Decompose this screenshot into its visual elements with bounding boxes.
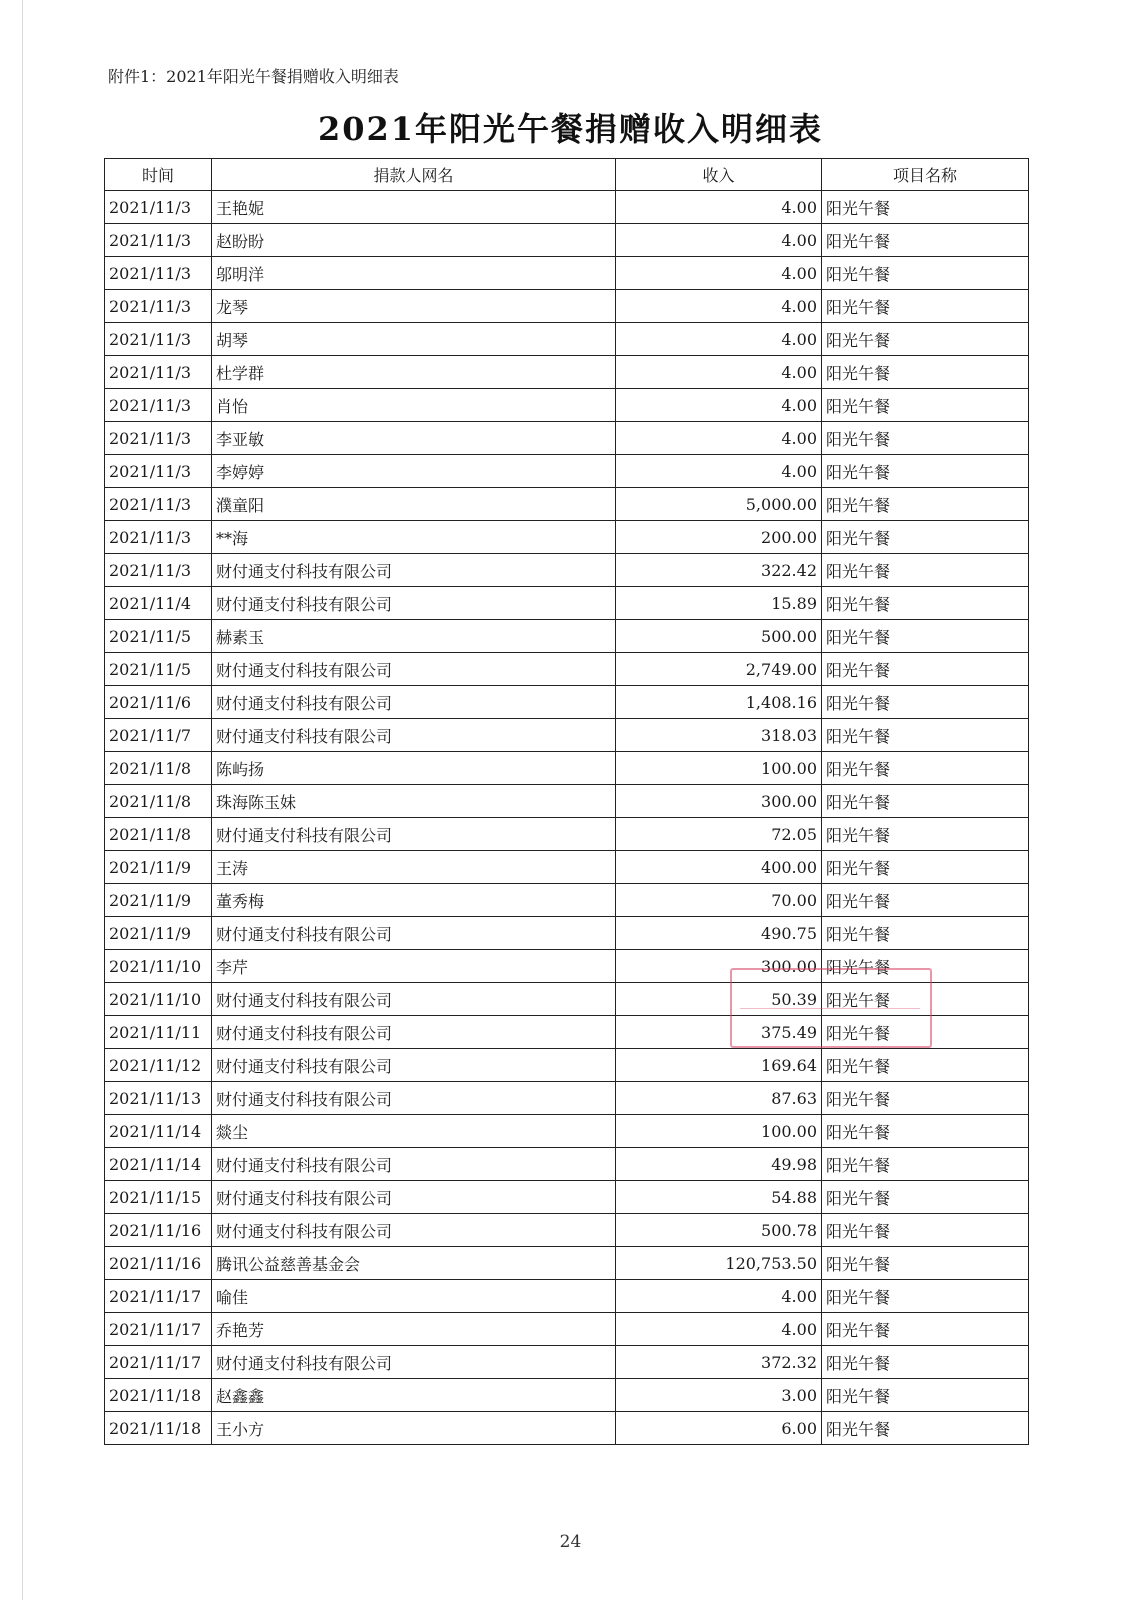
cell-amount: 54.88 [616, 1181, 822, 1214]
cell-project: 阳光午餐 [822, 1313, 1029, 1346]
cell-donor: 李亚敏 [212, 422, 616, 455]
table-row [105, 1346, 1029, 1379]
cell-project: 阳光午餐 [822, 719, 1029, 752]
cell-project: 阳光午餐 [822, 1148, 1029, 1181]
cell-project: 阳光午餐 [822, 620, 1029, 653]
cell-donor: 王涛 [212, 851, 616, 884]
column-header-donor: 捐款人网名 [212, 159, 616, 191]
cell-donor: 王艳妮 [212, 191, 616, 224]
column-header-project: 项目名称 [822, 159, 1029, 191]
cell-project: 阳光午餐 [822, 488, 1029, 521]
cell-date: 2021/11/17 [105, 1313, 212, 1346]
cell-donor: 赵盼盼 [212, 224, 616, 257]
cell-amount: 500.78 [616, 1214, 822, 1247]
table-row [105, 389, 1029, 422]
table-row [105, 191, 1029, 224]
cell-date: 2021/11/3 [105, 191, 212, 224]
table-row [105, 1280, 1029, 1313]
cell-amount: 2,749.00 [616, 653, 822, 686]
cell-date: 2021/11/3 [105, 257, 212, 290]
cell-amount: 318.03 [616, 719, 822, 752]
cell-donor: 董秀梅 [212, 884, 616, 917]
cell-date: 2021/11/8 [105, 818, 212, 851]
table-row [105, 455, 1029, 488]
cell-donor: 濮童阳 [212, 488, 616, 521]
table-row [105, 1049, 1029, 1082]
cell-date: 2021/11/3 [105, 224, 212, 257]
cell-project: 阳光午餐 [822, 191, 1029, 224]
cell-donor: 财付通支付科技有限公司 [212, 554, 616, 587]
table-header-row [105, 159, 1029, 191]
cell-amount: 4.00 [616, 1313, 822, 1346]
cell-donor: **海 [212, 521, 616, 554]
cell-project: 阳光午餐 [822, 1082, 1029, 1115]
cell-donor: 财付通支付科技有限公司 [212, 1214, 616, 1247]
table-row [105, 719, 1029, 752]
cell-donor: 财付通支付科技有限公司 [212, 1082, 616, 1115]
table-row [105, 1181, 1029, 1214]
cell-date: 2021/11/3 [105, 389, 212, 422]
table-row [105, 290, 1029, 323]
cell-project: 阳光午餐 [822, 1412, 1029, 1445]
cell-project: 阳光午餐 [822, 653, 1029, 686]
cell-amount: 300.00 [616, 785, 822, 818]
donation-table [104, 158, 1029, 1445]
cell-date: 2021/11/9 [105, 917, 212, 950]
cell-donor: 赫素玉 [212, 620, 616, 653]
cell-amount: 200.00 [616, 521, 822, 554]
cell-date: 2021/11/14 [105, 1148, 212, 1181]
cell-project: 阳光午餐 [822, 554, 1029, 587]
table-row [105, 323, 1029, 356]
cell-donor: 珠海陈玉妹 [212, 785, 616, 818]
cell-amount: 500.00 [616, 620, 822, 653]
cell-amount: 15.89 [616, 587, 822, 620]
cell-donor: 财付通支付科技有限公司 [212, 1181, 616, 1214]
cell-donor: 腾讯公益慈善基金会 [212, 1247, 616, 1280]
cell-date: 2021/11/16 [105, 1247, 212, 1280]
cell-donor: 肖怡 [212, 389, 616, 422]
cell-date: 2021/11/8 [105, 752, 212, 785]
cell-amount: 4.00 [616, 389, 822, 422]
table-row [105, 1016, 1029, 1049]
cell-amount: 70.00 [616, 884, 822, 917]
cell-amount: 4.00 [616, 224, 822, 257]
cell-date: 2021/11/4 [105, 587, 212, 620]
page-edge-line [22, 0, 23, 1600]
table-row [105, 1214, 1029, 1247]
cell-project: 阳光午餐 [822, 818, 1029, 851]
cell-amount: 5,000.00 [616, 488, 822, 521]
table-row [105, 1148, 1029, 1181]
table-body [105, 191, 1029, 1445]
table-row [105, 521, 1029, 554]
cell-date: 2021/11/17 [105, 1346, 212, 1379]
cell-donor: 财付通支付科技有限公司 [212, 1049, 616, 1082]
table-row [105, 950, 1029, 983]
table-row [105, 587, 1029, 620]
cell-project: 阳光午餐 [822, 785, 1029, 818]
cell-date: 2021/11/18 [105, 1379, 212, 1412]
cell-date: 2021/11/3 [105, 554, 212, 587]
cell-project: 阳光午餐 [822, 587, 1029, 620]
table-row [105, 1313, 1029, 1346]
cell-project: 阳光午餐 [822, 1016, 1029, 1049]
cell-project: 阳光午餐 [822, 356, 1029, 389]
page-title: 2021年阳光午餐捐赠收入明细表 [317, 110, 824, 148]
cell-donor: 王小方 [212, 1412, 616, 1445]
cell-donor: 乔艳芳 [212, 1313, 616, 1346]
cell-date: 2021/11/9 [105, 884, 212, 917]
table-row [105, 488, 1029, 521]
cell-date: 2021/11/9 [105, 851, 212, 884]
cell-project: 阳光午餐 [822, 224, 1029, 257]
table-row [105, 422, 1029, 455]
cell-date: 2021/11/3 [105, 323, 212, 356]
cell-donor: 李婷婷 [212, 455, 616, 488]
cell-project: 阳光午餐 [822, 752, 1029, 785]
cell-project: 阳光午餐 [822, 257, 1029, 290]
cell-project: 阳光午餐 [822, 1181, 1029, 1214]
cell-date: 2021/11/3 [105, 455, 212, 488]
cell-date: 2021/11/5 [105, 653, 212, 686]
cell-date: 2021/11/13 [105, 1082, 212, 1115]
cell-date: 2021/11/10 [105, 983, 212, 1016]
cell-date: 2021/11/16 [105, 1214, 212, 1247]
cell-amount: 300.00 [616, 950, 822, 983]
cell-amount: 100.00 [616, 1115, 822, 1148]
table-row [105, 686, 1029, 719]
cell-amount: 4.00 [616, 257, 822, 290]
cell-project: 阳光午餐 [822, 1115, 1029, 1148]
cell-donor: 燚尘 [212, 1115, 616, 1148]
cell-donor: 李芹 [212, 950, 616, 983]
cell-project: 阳光午餐 [822, 1247, 1029, 1280]
cell-date: 2021/11/7 [105, 719, 212, 752]
cell-amount: 1,408.16 [616, 686, 822, 719]
cell-project: 阳光午餐 [822, 1049, 1029, 1082]
cell-amount: 169.64 [616, 1049, 822, 1082]
cell-amount: 4.00 [616, 455, 822, 488]
cell-date: 2021/11/3 [105, 521, 212, 554]
cell-date: 2021/11/8 [105, 785, 212, 818]
table-row [105, 1412, 1029, 1445]
table-row [105, 884, 1029, 917]
cell-amount: 4.00 [616, 1280, 822, 1313]
cell-project: 阳光午餐 [822, 851, 1029, 884]
table-row [105, 1082, 1029, 1115]
cell-donor: 赵鑫鑫 [212, 1379, 616, 1412]
cell-project: 阳光午餐 [822, 1214, 1029, 1247]
cell-amount: 3.00 [616, 1379, 822, 1412]
cell-project: 阳光午餐 [822, 323, 1029, 356]
cell-date: 2021/11/5 [105, 620, 212, 653]
column-header-amount: 收入 [616, 159, 822, 191]
cell-project: 阳光午餐 [822, 1346, 1029, 1379]
cell-date: 2021/11/3 [105, 422, 212, 455]
cell-project: 阳光午餐 [822, 1379, 1029, 1412]
cell-donor: 财付通支付科技有限公司 [212, 818, 616, 851]
cell-date: 2021/11/6 [105, 686, 212, 719]
cell-donor: 财付通支付科技有限公司 [212, 587, 616, 620]
page-number: 24 [559, 1532, 582, 1552]
cell-date: 2021/11/17 [105, 1280, 212, 1313]
table-row [105, 554, 1029, 587]
cell-donor: 胡琴 [212, 323, 616, 356]
cell-date: 2021/11/14 [105, 1115, 212, 1148]
cell-project: 阳光午餐 [822, 686, 1029, 719]
cell-amount: 490.75 [616, 917, 822, 950]
cell-amount: 49.98 [616, 1148, 822, 1181]
table-row [105, 620, 1029, 653]
cell-amount: 4.00 [616, 323, 822, 356]
attachment-label: 附件1：2021年阳光午餐捐赠收入明细表 [108, 67, 399, 86]
table-row [105, 785, 1029, 818]
table-row [105, 224, 1029, 257]
cell-project: 阳光午餐 [822, 521, 1029, 554]
cell-amount: 372.32 [616, 1346, 822, 1379]
cell-project: 阳光午餐 [822, 455, 1029, 488]
cell-donor: 财付通支付科技有限公司 [212, 983, 616, 1016]
cell-project: 阳光午餐 [822, 1280, 1029, 1313]
table-row [105, 752, 1029, 785]
cell-donor: 杜学群 [212, 356, 616, 389]
column-header-date: 时间 [105, 159, 212, 191]
cell-date: 2021/11/11 [105, 1016, 212, 1049]
cell-amount: 6.00 [616, 1412, 822, 1445]
cell-donor: 财付通支付科技有限公司 [212, 719, 616, 752]
table-row [105, 851, 1029, 884]
cell-project: 阳光午餐 [822, 422, 1029, 455]
cell-amount: 50.39 [616, 983, 822, 1016]
cell-amount: 322.42 [616, 554, 822, 587]
cell-date: 2021/11/3 [105, 290, 212, 323]
cell-donor: 陈屿扬 [212, 752, 616, 785]
cell-donor: 财付通支付科技有限公司 [212, 917, 616, 950]
cell-date: 2021/11/15 [105, 1181, 212, 1214]
table-row [105, 356, 1029, 389]
cell-project: 阳光午餐 [822, 884, 1029, 917]
cell-date: 2021/11/12 [105, 1049, 212, 1082]
cell-amount: 87.63 [616, 1082, 822, 1115]
table-row [105, 1115, 1029, 1148]
cell-date: 2021/11/3 [105, 488, 212, 521]
cell-donor: 财付通支付科技有限公司 [212, 1016, 616, 1049]
cell-date: 2021/11/18 [105, 1412, 212, 1445]
cell-donor: 喻佳 [212, 1280, 616, 1313]
cell-amount: 72.05 [616, 818, 822, 851]
cell-amount: 400.00 [616, 851, 822, 884]
cell-donor: 财付通支付科技有限公司 [212, 1148, 616, 1181]
cell-project: 阳光午餐 [822, 983, 1029, 1016]
cell-amount: 4.00 [616, 422, 822, 455]
table-row [105, 1379, 1029, 1412]
cell-donor: 财付通支付科技有限公司 [212, 1346, 616, 1379]
table-row [105, 917, 1029, 950]
table-row [105, 1247, 1029, 1280]
cell-amount: 120,753.50 [616, 1247, 822, 1280]
cell-amount: 100.00 [616, 752, 822, 785]
cell-date: 2021/11/10 [105, 950, 212, 983]
cell-amount: 4.00 [616, 356, 822, 389]
cell-donor: 财付通支付科技有限公司 [212, 653, 616, 686]
table-row [105, 257, 1029, 290]
cell-amount: 4.00 [616, 191, 822, 224]
cell-donor: 龙琴 [212, 290, 616, 323]
table-row [105, 818, 1029, 851]
cell-donor: 财付通支付科技有限公司 [212, 686, 616, 719]
cell-date: 2021/11/3 [105, 356, 212, 389]
cell-project: 阳光午餐 [822, 389, 1029, 422]
cell-amount: 375.49 [616, 1016, 822, 1049]
cell-amount: 4.00 [616, 290, 822, 323]
cell-project: 阳光午餐 [822, 290, 1029, 323]
cell-donor: 邬明洋 [212, 257, 616, 290]
table-row [105, 653, 1029, 686]
table-row [105, 983, 1029, 1016]
cell-project: 阳光午餐 [822, 917, 1029, 950]
cell-project: 阳光午餐 [822, 950, 1029, 983]
